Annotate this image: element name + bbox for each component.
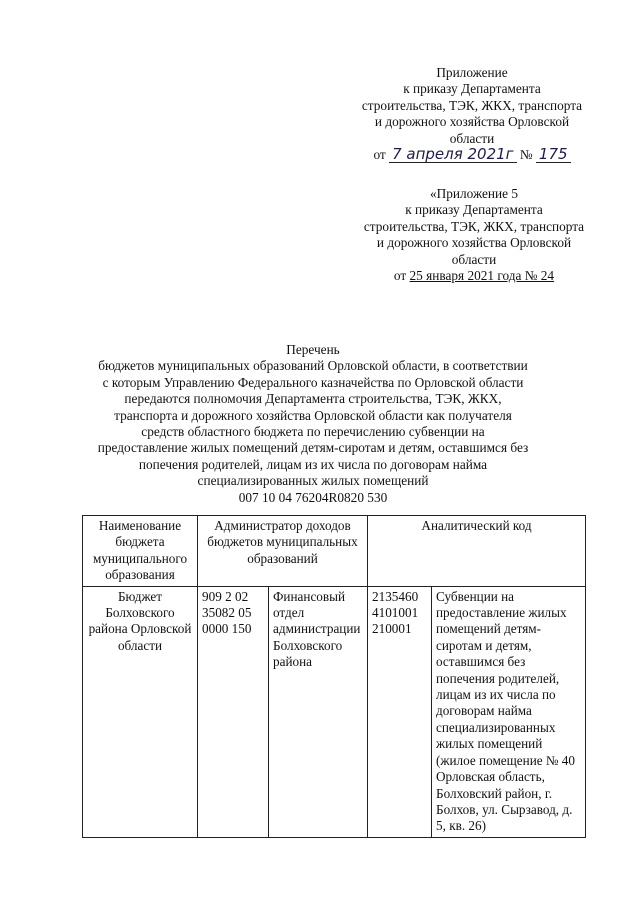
order-date-line	[352, 147, 592, 163]
number-prefix: №	[519, 147, 533, 163]
header-analytic-code: Аналитический код	[368, 516, 586, 587]
table-header-row	[83, 516, 586, 587]
appendix-header	[352, 65, 592, 163]
title-line: передаются полномочия Департамента строительства, ТЭК, ЖКХ,	[124, 391, 502, 407]
cell-analytic-desc: Субвенции на предоставление жилых помещений детям-сиротам и детям, оставшимся без попечения родителей, лицам из их числа по договорам найма специализированных жилых помещений (жилое помещение № 40 Орловская область, Болховский район, г. Болхов, ул. Сырзавод, д. 5, кв. 26)	[432, 586, 586, 837]
quoted-appendix-line: к приказу Департамента	[405, 202, 543, 218]
budget-table	[82, 515, 586, 838]
appendix-header-line: строительства, ТЭК, ЖКХ, транспорта	[361, 97, 583, 113]
appendix-header-line: к приказу Департамента	[403, 81, 541, 97]
title-line: специализированных жилых помещений	[197, 473, 429, 489]
title-line: предоставление жилых помещений детям-сиротам и детям, оставшимся без	[97, 440, 529, 456]
quoted-date: 25 января 2021 года № 24	[409, 268, 555, 284]
handwritten-number: 175	[536, 147, 571, 163]
quoted-appendix-line: и дорожного хозяйства Орловской	[376, 235, 572, 251]
header-revenue-admin: Администратор доходов бюджетов муниципальных образований	[198, 516, 368, 587]
quoted-appendix-line: строительства, ТЭК, ЖКХ, транспорта	[363, 218, 585, 234]
title-heading: Перечень	[286, 342, 340, 357]
title-line: с которым Управлению Федерального казначейства по Орловской области	[102, 374, 524, 390]
handwritten-date: 7 апреля 2021г	[389, 147, 517, 163]
title-line: попечения родителей, лицам из их числа по договорам найма	[138, 456, 488, 472]
header-budget-name: Наименование бюджета муниципального образования	[83, 516, 198, 587]
quoted-appendix-line: «Приложение 5	[430, 186, 518, 201]
quoted-date-prefix: от	[393, 268, 407, 284]
document-title	[90, 342, 536, 506]
cell-analytic-code: 2135460 4101001 210001	[368, 586, 432, 837]
title-line: транспорта и дорожного хозяйства Орловской области как получателя	[114, 407, 512, 423]
cell-admin-code: 909 2 02 35082 05 0000 150	[198, 586, 269, 837]
appendix-header-line: Приложение	[436, 65, 508, 80]
cell-budget-name: Бюджет Болховского района Орловской области	[83, 586, 198, 837]
cell-admin-name: Финансовый отдел администрации Болховского района	[269, 586, 368, 837]
quoted-date-line	[356, 268, 592, 284]
table-row	[83, 586, 586, 837]
quoted-appendix-line: области	[451, 251, 497, 267]
budget-classification-code: 007 10 04 76204R0820 530	[238, 489, 388, 505]
date-prefix: от	[373, 147, 386, 163]
title-line: средств областного бюджета по перечислению субвенции на	[141, 424, 485, 440]
title-line: бюджетов муниципальных образований Орловской области, в соответствии	[98, 358, 528, 374]
appendix-header-line: и дорожного хозяйства Орловской	[374, 114, 570, 130]
appendix-header-line: области	[449, 130, 495, 146]
quoted-appendix-header	[356, 186, 592, 284]
